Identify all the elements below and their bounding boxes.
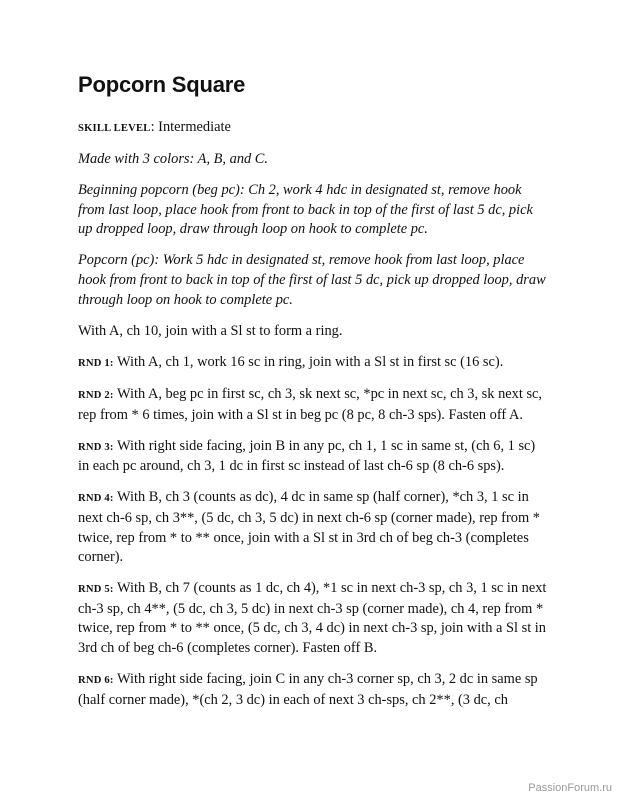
round-text: With right side facing, join B in any pc, ch 1, 1 sc in same st, (ch 6, 1 sc) in each pc around, ch 3, 1 dc in first sc instead of last ch-6 sp (8 ch-6 sps). <box>78 437 536 475</box>
page-title: Popcorn Square <box>78 72 246 97</box>
round-6 <box>78 670 548 710</box>
round-text: With B, ch 3 (counts as dc), 4 dc in same sp (half corner), *ch 3, 1 sc in next ch-6 sp, ch 3**, (5 dc, ch 3, 5 dc) in next ch-6 sp (corner made), rep from * twice, rep from * to ** once, join with a Sl st in 3rd ch of beg ch-3 (completes corner). <box>78 489 540 566</box>
colors-note: Made with 3 colors: A, B, and C. <box>78 151 269 168</box>
skill-level <box>78 118 548 139</box>
round-label: RND 5: <box>78 584 114 596</box>
round-label: RND 6: <box>78 675 114 687</box>
round-2 <box>78 385 548 425</box>
popcorn-note: Popcorn (pc): Work 5 hdc in designated st, remove hook from last loop, place hook from front to back in top of the first of last 5 dc, pick up dropped loop, draw through loop on hook to complete pc. <box>78 252 546 308</box>
round-text: With B, ch 7 (counts as 1 dc, ch 4), *1 sc in next ch-3 sp, ch 3, 1 sc in next ch-3 sp, ch 4**, (5 dc, ch 3, 5 dc) in next ch-3 sp (corner made), ch 4, rep from * twice, rep from * to ** once, (5 dc, ch 3, 4 dc) in next ch-3 sp, join with a Sl st in 3rd ch of beg ch-6 (completes corner). Fasten off B. <box>78 580 547 656</box>
round-label: RND 3: <box>78 441 114 453</box>
round-label: RND 2: <box>78 389 114 401</box>
round-text: With right side facing, join C in any ch-3 corner sp, ch 3, 2 dc in same sp (half corner made), *(ch 2, 3 dc) in each of next 3 ch-sps, ch 2**, (3 dc, ch <box>78 671 538 708</box>
round-text: With A, beg pc in first sc, ch 3, sk next sc, *pc in next sc, ch 3, sk next sc, rep from * 6 times, join with a Sl st in beg pc (8 pc, 8 ch-3 sps). Fasten off A. <box>78 385 543 423</box>
skill-level-value: : Intermediate <box>150 119 231 135</box>
round-4 <box>78 488 548 567</box>
round-label: RND 1: <box>78 357 114 369</box>
round-text: With A, ch 1, work 16 sc in ring, join with a Sl st in first sc (16 sc). <box>113 353 504 370</box>
skill-level-label: SKILL LEVEL <box>78 123 151 134</box>
round-3 <box>78 437 548 477</box>
beginning-popcorn-note: Beginning popcorn (beg pc): Ch 2, work 4 hdc in designated st, remove hook from last loop, place hook from front to back in top of the first of last 5 dc, pick up dropped loop, draw through loop on hook to complete pc. <box>78 182 533 238</box>
pattern-body <box>78 118 548 722</box>
round-1 <box>78 353 548 374</box>
round-5 <box>78 579 548 658</box>
round-label: RND 4: <box>78 493 114 505</box>
watermark: PassionForum.ru <box>528 782 612 794</box>
intro-instruction: With A, ch 10, join with a Sl st to form a ring. <box>78 322 343 339</box>
